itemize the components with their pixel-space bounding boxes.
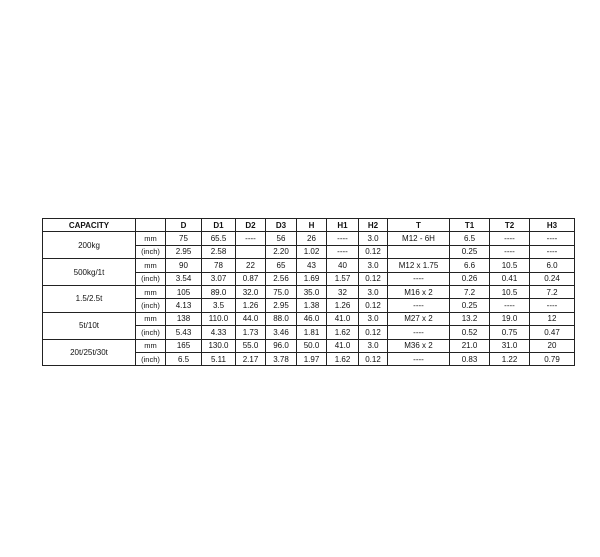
value-cell: 12	[530, 312, 575, 325]
value-cell: 2.95	[166, 245, 202, 258]
column-header-h3: H3	[530, 219, 575, 232]
value-cell: 0.24	[530, 272, 575, 285]
value-cell: 46.0	[297, 312, 327, 325]
value-cell: 3.0	[359, 285, 388, 298]
value-cell: 2.95	[266, 299, 297, 312]
value-cell: 31.0	[490, 339, 530, 352]
value-cell: 88.0	[266, 312, 297, 325]
value-cell: 41.0	[327, 339, 359, 352]
value-cell: 1.73	[236, 326, 266, 339]
value-cell: M36 x 2	[388, 339, 450, 352]
value-cell: 90	[166, 259, 202, 272]
value-cell: 2.56	[266, 272, 297, 285]
table-row	[43, 259, 575, 272]
value-cell: 0.52	[450, 326, 490, 339]
table-row	[43, 232, 575, 245]
value-cell: 0.12	[359, 245, 388, 258]
value-cell: 0.26	[450, 272, 490, 285]
value-cell: 0.12	[359, 299, 388, 312]
value-cell: 0.75	[490, 326, 530, 339]
unit-cell: mm	[136, 232, 166, 245]
value-cell: 7.2	[530, 285, 575, 298]
value-cell: 0.12	[359, 326, 388, 339]
value-cell: 44.0	[236, 312, 266, 325]
column-header-d2: D2	[236, 219, 266, 232]
value-cell: 19.0	[490, 312, 530, 325]
value-cell: 3.07	[202, 272, 236, 285]
value-cell: 1.62	[327, 352, 359, 365]
value-cell: 6.5	[166, 352, 202, 365]
value-cell: 5.11	[202, 352, 236, 365]
value-cell: 41.0	[327, 312, 359, 325]
column-header-t2: T2	[490, 219, 530, 232]
value-cell: ----	[530, 245, 575, 258]
value-cell: 6.6	[450, 259, 490, 272]
table-row	[43, 285, 575, 298]
specification-table	[42, 218, 575, 366]
value-cell: 43	[297, 259, 327, 272]
capacity-cell: 500kg/1t	[43, 259, 136, 286]
value-cell: 110.0	[202, 312, 236, 325]
value-cell: 1.38	[297, 299, 327, 312]
value-cell: 4.13	[166, 299, 202, 312]
value-cell: 3.78	[266, 352, 297, 365]
value-cell: 165	[166, 339, 202, 352]
value-cell: 21.0	[450, 339, 490, 352]
column-header-h1: H1	[327, 219, 359, 232]
value-cell: 2.20	[266, 245, 297, 258]
value-cell: 96.0	[266, 339, 297, 352]
value-cell: 56	[266, 232, 297, 245]
column-header-unit	[136, 219, 166, 232]
column-header-d3: D3	[266, 219, 297, 232]
table-body	[43, 232, 575, 366]
value-cell: 20	[530, 339, 575, 352]
value-cell: 65	[266, 259, 297, 272]
value-cell: 89.0	[202, 285, 236, 298]
value-cell: 26	[297, 232, 327, 245]
value-cell: 1.57	[327, 272, 359, 285]
value-cell: 4.33	[202, 326, 236, 339]
unit-cell: (inch)	[136, 272, 166, 285]
value-cell: ----	[490, 232, 530, 245]
value-cell: 10.5	[490, 285, 530, 298]
value-cell: 1.62	[327, 326, 359, 339]
value-cell: 0.12	[359, 272, 388, 285]
value-cell: ----	[490, 299, 530, 312]
capacity-cell: 5t/10t	[43, 312, 136, 339]
value-cell: 0.25	[450, 299, 490, 312]
value-cell: 5.43	[166, 326, 202, 339]
value-cell: 0.12	[359, 352, 388, 365]
value-cell: 0.41	[490, 272, 530, 285]
unit-cell: mm	[136, 312, 166, 325]
value-cell: 32	[327, 285, 359, 298]
value-cell: ----	[530, 299, 575, 312]
value-cell: 0.87	[236, 272, 266, 285]
value-cell: 50.0	[297, 339, 327, 352]
unit-cell: mm	[136, 339, 166, 352]
value-cell: 6.5	[450, 232, 490, 245]
value-cell: 3.0	[359, 259, 388, 272]
value-cell: ----	[327, 232, 359, 245]
column-header-d1: D1	[202, 219, 236, 232]
value-cell: ----	[388, 352, 450, 365]
value-cell: M27 x 2	[388, 312, 450, 325]
value-cell: 0.79	[530, 352, 575, 365]
value-cell: ----	[388, 272, 450, 285]
column-header-d: D	[166, 219, 202, 232]
value-cell: 1.02	[297, 245, 327, 258]
value-cell: 75	[166, 232, 202, 245]
unit-cell: (inch)	[136, 352, 166, 365]
value-cell	[388, 245, 450, 258]
unit-cell: (inch)	[136, 245, 166, 258]
value-cell: 1.22	[490, 352, 530, 365]
value-cell: 105	[166, 285, 202, 298]
table-row	[43, 312, 575, 325]
value-cell: 3.0	[359, 339, 388, 352]
value-cell: 130.0	[202, 339, 236, 352]
value-cell: 32.0	[236, 285, 266, 298]
value-cell: 2.17	[236, 352, 266, 365]
value-cell: 0.83	[450, 352, 490, 365]
value-cell: 55.0	[236, 339, 266, 352]
value-cell: ----	[388, 326, 450, 339]
capacity-cell: 200kg	[43, 232, 136, 259]
capacity-cell: 20t/25t/30t	[43, 339, 136, 366]
value-cell: 35.0	[297, 285, 327, 298]
value-cell: 1.97	[297, 352, 327, 365]
value-cell: ----	[388, 299, 450, 312]
value-cell: 3.5	[202, 299, 236, 312]
value-cell: M12 - 6H	[388, 232, 450, 245]
value-cell: M16 x 2	[388, 285, 450, 298]
capacity-cell: 1.5/2.5t	[43, 285, 136, 312]
column-header-h2: H2	[359, 219, 388, 232]
value-cell: 1.26	[327, 299, 359, 312]
unit-cell: mm	[136, 259, 166, 272]
value-cell: 3.54	[166, 272, 202, 285]
value-cell: ----	[236, 232, 266, 245]
column-header-h: H	[297, 219, 327, 232]
column-header-t: T	[388, 219, 450, 232]
value-cell: 3.0	[359, 312, 388, 325]
value-cell: 1.26	[236, 299, 266, 312]
value-cell: M12 x 1.75	[388, 259, 450, 272]
value-cell: 138	[166, 312, 202, 325]
unit-cell: (inch)	[136, 326, 166, 339]
value-cell: 1.81	[297, 326, 327, 339]
value-cell: 78	[202, 259, 236, 272]
value-cell: 10.5	[490, 259, 530, 272]
table-row	[43, 339, 575, 352]
value-cell: 6.0	[530, 259, 575, 272]
value-cell: 0.25	[450, 245, 490, 258]
value-cell: ----	[327, 245, 359, 258]
header-row	[43, 219, 575, 232]
value-cell: 3.0	[359, 232, 388, 245]
column-header-capacity: CAPACITY	[43, 219, 136, 232]
value-cell: 0.47	[530, 326, 575, 339]
value-cell: 3.46	[266, 326, 297, 339]
value-cell: 22	[236, 259, 266, 272]
value-cell: 40	[327, 259, 359, 272]
value-cell	[236, 245, 266, 258]
column-header-t1: T1	[450, 219, 490, 232]
value-cell: 1.69	[297, 272, 327, 285]
value-cell: 75.0	[266, 285, 297, 298]
unit-cell: mm	[136, 285, 166, 298]
value-cell: 65.5	[202, 232, 236, 245]
value-cell: 2.58	[202, 245, 236, 258]
value-cell: ----	[530, 232, 575, 245]
value-cell: 13.2	[450, 312, 490, 325]
unit-cell: (inch)	[136, 299, 166, 312]
value-cell: ----	[490, 245, 530, 258]
value-cell: 7.2	[450, 285, 490, 298]
